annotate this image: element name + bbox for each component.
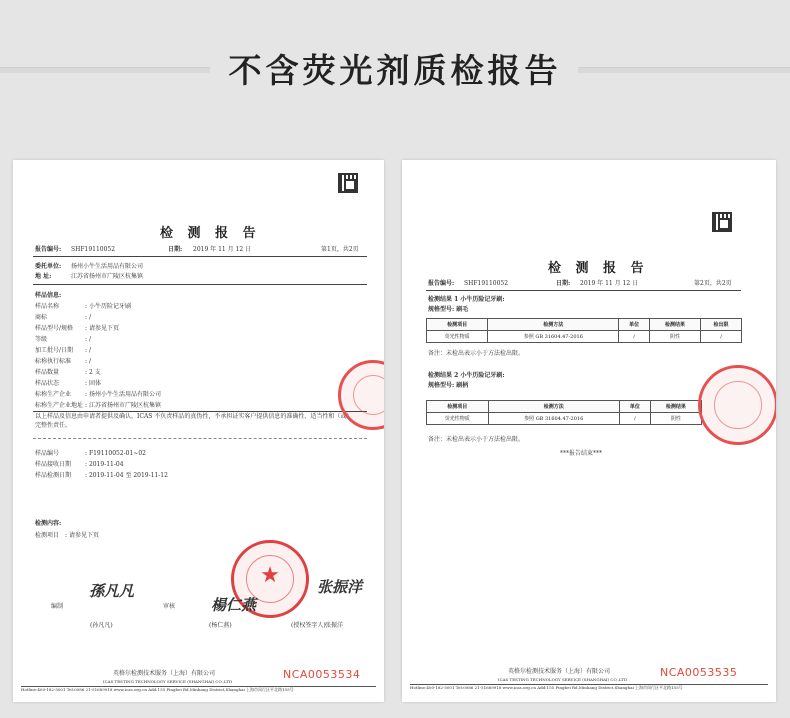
signature-reviewed: 楊仁燕 [211,596,257,614]
company-name-en: ICAS TESTING TECHNOLOGY SERVICE (SHANGHAI) CO.,LTD [498,677,628,682]
info-row-label: 标称执行标准 [35,358,72,365]
report-date: 2019 年 11 月 12 日 [193,246,252,253]
signature-approved: 张振洋 [317,578,363,596]
role-reviewed: 审核 [163,603,176,610]
address-label: 地 址: [35,273,52,280]
info-row-label: 商标 [35,314,48,321]
disclaimer-line-1: 以上样品及信息由申请者提供及确认，ICAS 不负责样品的真伪性，不承担证实客户提供信息的准确性、适当性和（或） [35,413,353,420]
table-cell: / [701,331,742,343]
sample-row-label: 样品检测日期 [35,472,72,479]
certificate-number: NCA0053534 [283,668,361,681]
info-row-value: : 小牛历险记牙刷 [85,303,131,310]
sample-row-value: : 2019-11-04 [85,461,124,468]
qr-code-icon [338,173,358,193]
client-label: 委托单位: [35,263,62,270]
info-row-value: : / [85,336,91,343]
date-label: 日期: [556,280,571,287]
sample-info-title: 样品信息: [35,292,62,299]
report-end-mark: ***报告结束*** [560,450,603,457]
result-1-title: 检测结果 1 小牛历险记牙刷: [428,296,505,303]
table-cell: 阴性 [650,413,701,425]
divider [426,290,741,291]
footer-contact: Hotline:400-182-5001 Tel:0086 21-51689918 www.icas.org.cn Add:155 Pingbei Rd,Minhang District,Shanghai 上海市闵行区平北路155号 [410,684,768,690]
info-row-label: 等级 [35,336,48,343]
address-value: 江苏省扬州市广陵区杭集镇 [71,273,144,280]
info-row-label: 标称生产企业地址 [35,402,84,409]
name-prepared: (孙凡凡) [90,622,113,629]
report-no: SHF19110052 [464,280,509,287]
report-page-1 [13,160,384,702]
disclaimer-line-2: 完整性责任。 [35,422,72,429]
info-row-value: : 江苏省扬州市广陵区杭集镇 [85,402,161,409]
sample-row-value: : F19110052-01~02 [85,450,146,457]
test-item-label: 检测项目 [35,532,60,539]
info-row-value: : / [85,314,91,321]
report-page-2 [402,160,776,702]
company-name-en: ICAS TESTING TECHNOLOGY SERVICE (SHANGHAI) CO.,LTD [103,679,233,684]
info-row-label: 样品型号/规格 [35,325,74,332]
table-header: 检测方法 [488,319,619,331]
table-header: 检测结果 [650,401,701,413]
date-label: 日期: [168,246,183,253]
result-table-2 [426,400,702,425]
certificate-number: NCA0053535 [660,666,738,679]
client-value: 扬州小牛生活用品有限公司 [71,263,144,270]
seal-edge-icon [698,365,776,445]
company-name: 英格尔检测技术服务（上海）有限公司 [508,668,611,675]
divider [33,256,367,257]
name-approved: 张振洋 [325,622,344,629]
report-date: 2019 年 11 月 12 日 [580,280,639,287]
qr-code-icon [712,212,732,232]
test-item-value: : 请参见下页 [65,532,99,539]
page-number: 第1页，共2页 [321,246,359,253]
table-header: 单位 [619,319,650,331]
official-seal-icon: ★ [231,540,309,618]
table-header: 检测项目 [427,319,488,331]
table-header: 检测结果 [649,319,700,331]
company-name: 英格尔检测技术服务（上海）有限公司 [113,670,216,677]
table-header: 单位 [619,401,650,413]
report-no: SHF19110052 [71,246,116,253]
sample-row-label: 样品编号 [35,450,60,457]
role-prepared: 编制 [51,603,64,610]
table-cell: 荧光性物质 [427,331,488,343]
info-row-value: : 扬州小牛生活用品有限公司 [85,391,161,398]
signature-prepared: 孫凡凡 [89,582,135,600]
report-title: 检 测 报 告 [160,226,261,241]
table-header: 检出限 [701,319,742,331]
info-row-label: 样品名称 [35,303,60,310]
sample-row-label: 样品接收日期 [35,461,72,468]
result-2-title: 检测结果 2 小牛历险记牙刷: [428,372,505,379]
page-number: 第2页，共2页 [694,280,732,287]
info-row-value: : 请参见下页 [85,325,119,332]
divider [33,411,367,412]
table-cell: 荧光性物质 [427,413,489,425]
info-row-label: 标称生产企业 [35,391,72,398]
info-row-label: 样品状态 [35,380,60,387]
info-row-value: : / [85,358,91,365]
report-no-label: 报告编号: [35,246,62,253]
result-table-1 [426,318,742,343]
report-title: 检 测 报 告 [548,261,649,276]
banner-title: 不含荧光剂质检报告 [228,51,562,90]
test-content-title: 检测内容: [35,520,62,527]
table-cell: 参照 GB 31604.47-2016 [488,413,619,425]
divider [33,284,367,285]
info-row-label: 加工批号/日期 [35,347,74,354]
table-header: 检测项目 [427,401,489,413]
table-header: 检测方法 [488,401,619,413]
sample-row-value: : 2019-11-04 至 2019-11-12 [85,472,168,479]
report-no-label: 报告编号: [428,280,455,287]
table-cell: 参照 GB 31604.47-2016 [488,331,619,343]
table-2-note: 备注：未检出表示小于方法检出限。 [428,436,525,443]
result-1-spec: 规格型号: 刷毛 [428,306,469,313]
result-2-spec: 规格型号: 刷柄 [428,382,469,389]
info-row-label: 样品数量 [35,369,60,376]
info-row-value: : / [85,347,91,354]
table-cell: / [619,331,650,343]
info-row-value: : 固体 [85,380,101,387]
banner [0,0,790,140]
info-row-value: : 2 支 [85,369,101,376]
table-cell: 阴性 [649,331,700,343]
banner-divider-left [0,67,210,73]
banner-divider-right [578,67,790,73]
role-approved: (授权签字人) [291,622,326,629]
name-reviewed: (杨仁燕) [209,622,232,629]
table-1-note: 备注：未检出表示小于方法检出限。 [428,350,525,357]
table-cell: / [619,413,650,425]
footer-contact: Hotline:400-182-5001 Tel:0086 21-51689918 www.icas.org.cn Add:155 Pingbei Rd,Minhang District,Shanghai 上海市闵行区平北路155号 [21,686,376,692]
divider [33,438,367,439]
